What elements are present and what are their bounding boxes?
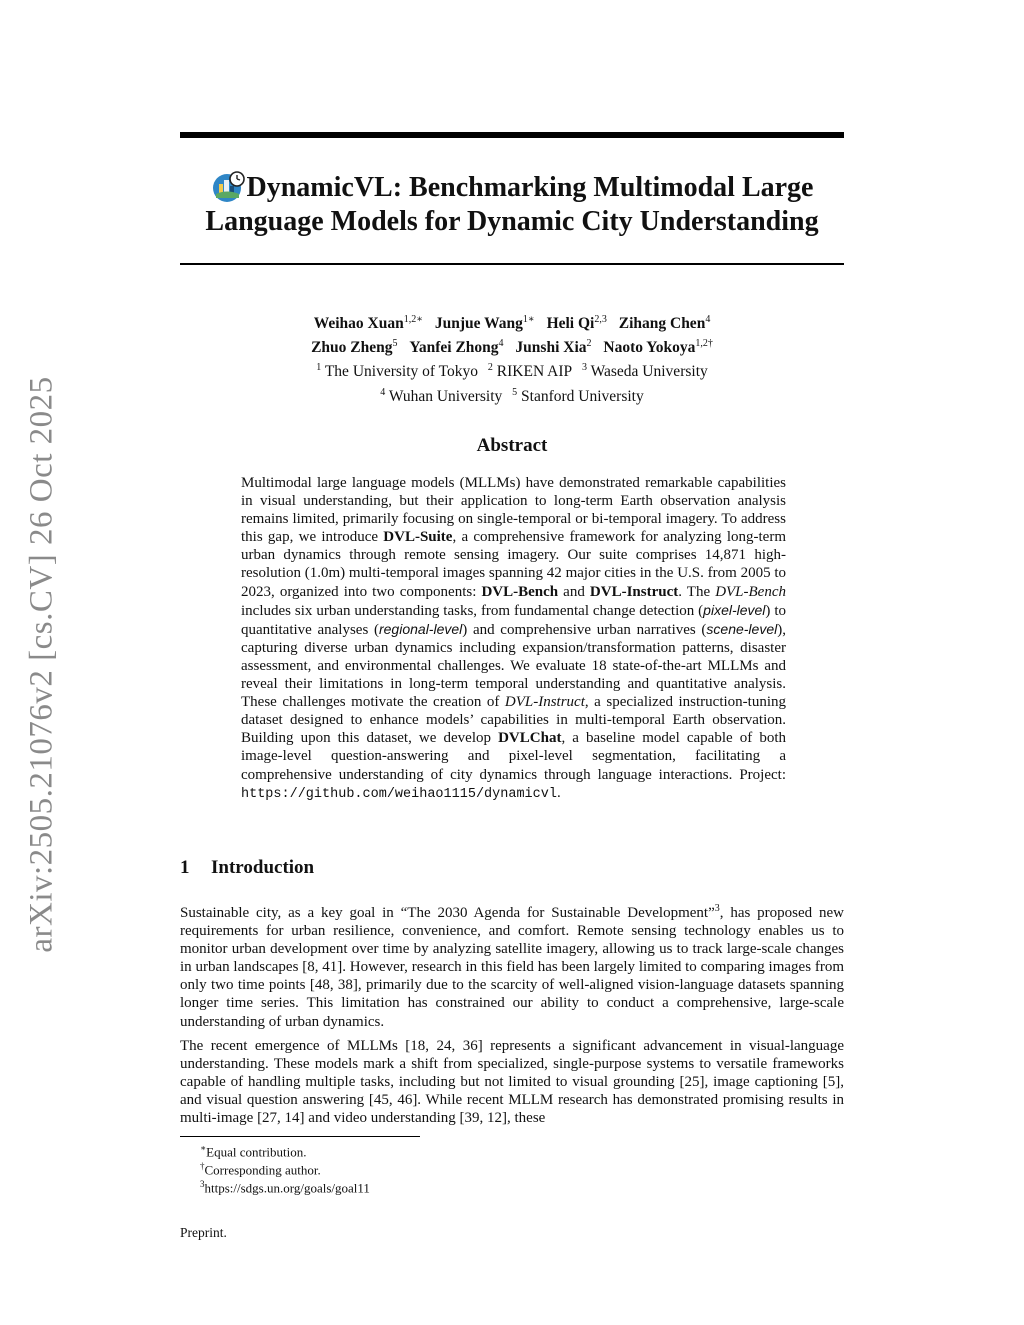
- footnote-link[interactable]: https://sdgs.un.org/goals/goal11: [204, 1180, 370, 1196]
- affiliation: $^3$ Waseda University: [582, 362, 708, 381]
- footnote-ref[interactable]: 3: [714, 903, 720, 914]
- footnote: ∗Equal contribution.: [200, 1143, 307, 1160]
- section-number: 1: [180, 857, 190, 878]
- author: Junjue Wang$^{1∗}$: [434, 314, 535, 333]
- intro-paragraph-1: Sustainable city, as a key goal in “The 2030 Agenda for Sustainable Development”$^3$, has proposed new requirements for urban resilience, convenience, and comfort. Remote sensing technology enables us to monitor urban development over time by analyzing satellite imagery, allowing us to track large-scale changes in urban landscapes [8, 41]. However, research in this field has been largely limited to comparing images from only two time points [48, 38], primarily due to the scarcity of well-aligned vision-language datasets spanning longer time series. This limitation has constrained our ability to conduct a comprehensive, large-scale understanding of urban dynamics.: [180, 903, 845, 1030]
- abstract-body: Multimodal large language models (MLLMs) have demonstrated remarkable capabilities in visual understanding, but their application to long-term Earth observation analysis remains limited, primarily focusing on single-temporal or bi-temporal imagery. To address this gap, we introduce DVL-Suite, a comprehensive framework for analyzing long-term urban dynamics through remote sensing imagery. Our suite comprises 14,871 high-resolution (1.0m) multi-temporal images spanning 42 major cities in the U.S. from 2005 to 2023, organized into two components: DVL-Bench and DVL-Instruct. The DVL-Bench includes six urban understanding tasks, from fundamental change detection (pixel-level) to quantitative analyses (regional-level) and comprehensive urban narratives (scene-level), capturing diverse urban dynamics including expansion/transformation patterns, disaster assessment, and environmental challenges. We evaluate 18 state-of-the-art MLLMs and reveal their limitations in long-term temporal understanding and quantitative analysis. These challenges motivate the creation of DVL-Instruct, a specialized instruction-tuning dataset designed to enhance models’ capabilities in multi-temporal Earth observation. Building upon this dataset, we develop DVLChat, a baseline model capable of both image-level question-answering and pixel-level segmentation, facilitating a comprehensive understanding of city dynamics through language interactions. Project: https://github.com/weihao1115/dynamicvl.: [241, 475, 786, 802]
- author-names: [180, 310, 844, 358]
- affiliations: [180, 358, 844, 406]
- affiliation: $^2$ RIKEN AIP: [487, 362, 573, 381]
- author: Zihang Chen$^4$: [618, 314, 711, 333]
- paper-title: [180, 170, 844, 239]
- affiliation: $^5$ Stanford University: [512, 386, 644, 405]
- footnote: $^3$https://sdgs.un.org/goals/goal11: [200, 1179, 370, 1196]
- arxiv-stamp: [20, 372, 64, 957]
- author: Yanfei Zhong$^4$: [409, 338, 504, 357]
- author: Zhuo Zheng$^5$: [311, 338, 398, 357]
- author: Weihao Xuan$^{1,2∗}$: [313, 314, 423, 333]
- section-heading: [180, 857, 314, 879]
- affiliation: $^4$ Wuhan University: [380, 386, 503, 405]
- project-link[interactable]: https://github.com/weihao1115/dynamicvl: [241, 786, 557, 802]
- author: Junshi Xia$^2$: [515, 338, 592, 357]
- author-block: [180, 310, 844, 407]
- abstract-heading: Abstract: [476, 435, 548, 456]
- preprint-label: Preprint.: [180, 1225, 227, 1240]
- title-line-1: DynamicVL: Benchmarking Multimodal Large: [246, 172, 814, 203]
- title-bottom-rule: [180, 263, 844, 265]
- title-line-2: Language Models for Dynamic City Understanding: [205, 206, 819, 237]
- author: Naoto Yokoya$^{1,2\dagger}$: [603, 338, 713, 357]
- footnote-rule: [180, 1136, 420, 1137]
- title-top-rule: [180, 132, 844, 138]
- affiliation: $^1$ The University of Tokyo: [316, 362, 479, 381]
- section-title: Introduction: [211, 857, 315, 878]
- city-clock-logo-icon: [211, 170, 245, 204]
- author: Heli Qi$^{2,3}$: [546, 314, 607, 333]
- footnote: †Corresponding author.: [200, 1161, 321, 1178]
- intro-paragraph-2: The recent emergence of MLLMs [18, 24, 36] represents a significant advancement in visual-language understanding. These models mark a shift from specialized, single-purpose systems to versatile frameworks capable of handling multiple tasks, including but not limited to visual grounding [25], image captioning [5], and visual question answering [45, 46]. While recent MLLM research has demonstrated promising results in multi-image [27, 14] and video understanding [39, 12], these: [180, 1038, 844, 1127]
- arxiv-id[interactable]: arXiv:2505.21076v2 [cs.CV] 26 Oct 2025: [23, 376, 60, 953]
